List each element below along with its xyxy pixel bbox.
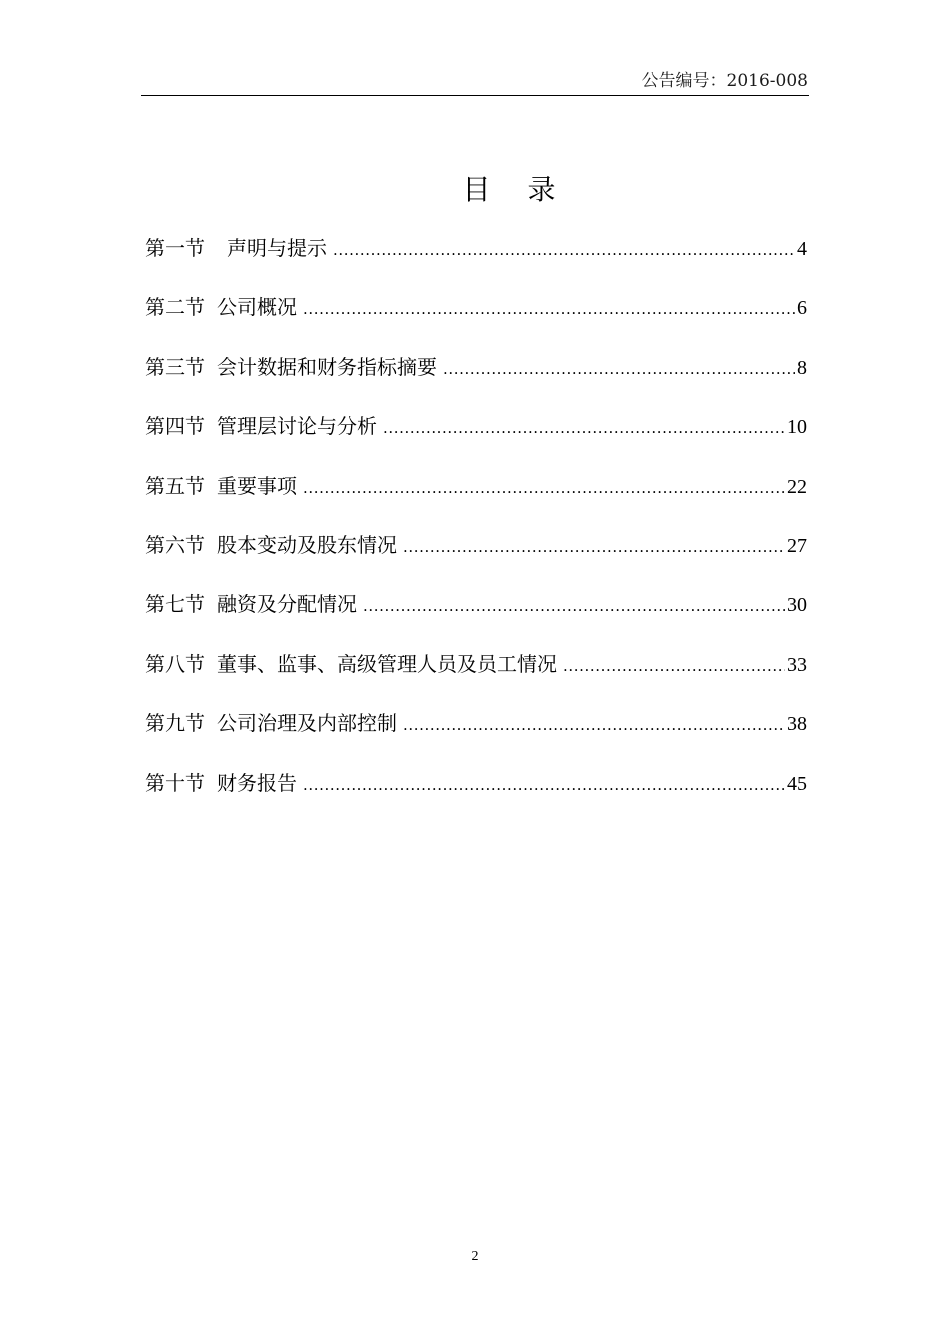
toc-section-number: 第四节: [145, 414, 205, 439]
toc-section-number: 第十节: [145, 770, 205, 795]
toc-section-number: 第六节: [145, 532, 205, 557]
toc-section-number: 第七节: [145, 592, 205, 617]
toc-dot-leader: [303, 472, 785, 504]
toc-dot-leader: [383, 412, 785, 444]
toc-section-heading: 管理层讨论与分析: [217, 414, 377, 439]
toc-entry-4[interactable]: [145, 410, 807, 469]
toc-dot-leader: [363, 590, 785, 622]
toc-entry-2[interactable]: [145, 291, 807, 350]
toc-page-number: 4: [797, 238, 807, 260]
toc-section-heading: 声明与提示: [227, 236, 327, 260]
toc-section-heading: 财务报告: [217, 770, 297, 795]
toc-page-number: 22: [787, 475, 807, 498]
toc-page-number: 45: [787, 772, 807, 795]
toc-entry-7[interactable]: [145, 588, 807, 647]
toc-section-heading: 会计数据和财务指标摘要: [217, 354, 437, 379]
toc-section-number: 第八节: [145, 651, 205, 676]
toc-entry-1[interactable]: [145, 232, 807, 291]
toc-section-heading: 董事、监事、高级管理人员及员工情况: [217, 651, 557, 676]
toc-dot-leader: [403, 709, 785, 741]
toc-page-number: 33: [787, 653, 807, 676]
toc-entry-3[interactable]: [145, 351, 807, 410]
toc-page-number: 6: [797, 297, 807, 320]
toc-entry-10[interactable]: [145, 767, 807, 826]
toc-section-heading: 公司治理及内部控制: [217, 711, 397, 736]
toc-page-number: 38: [787, 713, 807, 736]
toc-section-number: 第一节: [145, 236, 205, 260]
toc-section-number: 第三节: [145, 354, 205, 379]
toc-dot-leader: [303, 293, 795, 325]
toc-dot-leader: [443, 353, 795, 385]
toc-section-heading: 融资及分配情况: [217, 592, 357, 617]
toc-section-heading: 公司概况: [217, 295, 297, 320]
toc-dot-leader: [563, 650, 785, 682]
toc-entry-9[interactable]: [145, 707, 807, 766]
announcement-number: 公告编号：2016-008: [641, 71, 808, 91]
toc-section-heading: 重要事项: [217, 473, 297, 498]
toc-page-number: 27: [787, 534, 807, 557]
toc-section-number: 第二节: [145, 295, 205, 320]
toc-entry-5[interactable]: [145, 470, 807, 529]
toc-dot-leader: [303, 769, 785, 801]
toc-section-number: 第五节: [145, 473, 205, 498]
toc-page-number: 30: [787, 594, 807, 617]
toc-section-heading: 股本变动及股东情况: [217, 532, 397, 557]
toc-dot-leader: [333, 234, 795, 266]
toc-page-number: 8: [797, 356, 807, 379]
toc-title: 目 录: [462, 173, 570, 206]
table-of-contents: [145, 232, 807, 826]
header-divider: [141, 95, 809, 96]
toc-page-number: 10: [787, 416, 807, 439]
footer-page-number: 2: [471, 1249, 479, 1264]
toc-entry-8[interactable]: [145, 648, 807, 707]
toc-section-number: 第九节: [145, 711, 205, 736]
toc-entry-6[interactable]: [145, 529, 807, 588]
toc-dot-leader: [403, 531, 785, 563]
